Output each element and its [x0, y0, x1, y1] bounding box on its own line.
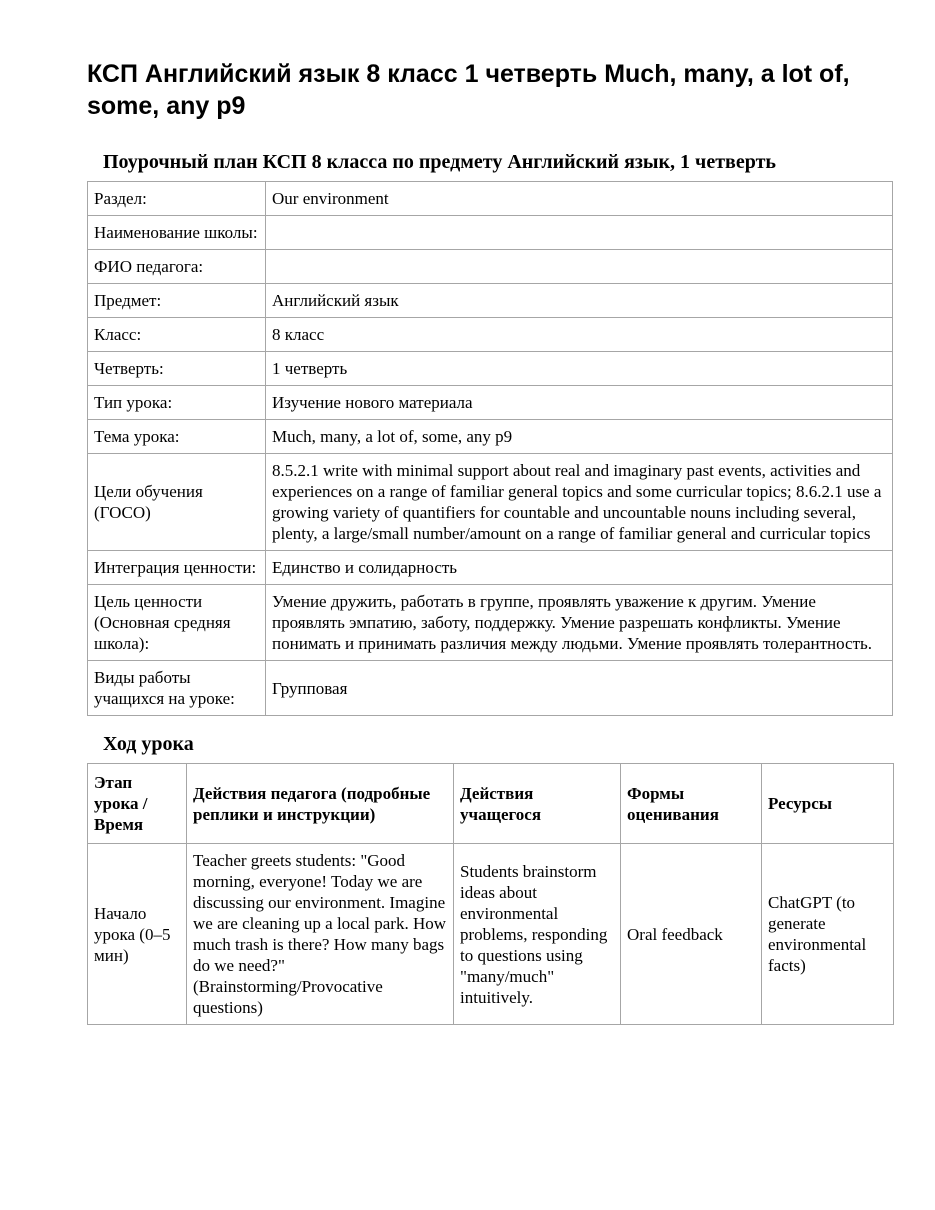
info-row-topic	[88, 420, 893, 454]
info-row-objectives	[88, 454, 893, 551]
info-label: Класс:	[88, 318, 266, 352]
info-value: Умение дружить, работать в группе, проявлять уважение к другим. Умение проявлять эмпатию, заботу, поддержку. Умение разрешать конфликты. Умение понимать и принимать различия между людьми. Умение проявлять толерантность.	[266, 585, 893, 661]
info-label: Раздел:	[88, 182, 266, 216]
document-title: КСП Английский язык 8 класс 1 четверть Much, many, a lot of, some, any p9	[87, 60, 850, 120]
info-label: Тип урока:	[88, 386, 266, 420]
lesson-info-table	[87, 181, 893, 716]
table-row	[88, 844, 894, 1025]
info-label: Цели обучения (ГОСО)	[88, 454, 266, 551]
info-label: Интеграция ценности:	[88, 551, 266, 585]
info-row-quarter	[88, 352, 893, 386]
info-row-teacher	[88, 250, 893, 284]
info-value: Английский язык	[266, 284, 893, 318]
info-row-value-goal	[88, 585, 893, 661]
info-label: ФИО педагога:	[88, 250, 266, 284]
info-value: Изучение нового материала	[266, 386, 893, 420]
info-value: Our environment	[266, 182, 893, 216]
stage-cell: Начало урока (0–5 мин)	[88, 844, 187, 1025]
lesson-progress-heading: Ход урока	[103, 733, 194, 755]
info-row-work-types	[88, 661, 893, 716]
info-value: 8 класс	[266, 318, 893, 352]
info-label: Цель ценности (Основная средняя школа):	[88, 585, 266, 661]
column-header-student-actions: Действия учащегося	[454, 764, 621, 844]
teacher-actions-cell: Teacher greets students: "Good morning, everyone! Today we are discussing our environment. Imagine we are cleaning up a local park. How much trash is there? How many bags do we need?" (Brainstorming/Provocative questions)	[187, 844, 454, 1025]
info-row-lesson-type	[88, 386, 893, 420]
column-header-stage: Этап урока / Время	[88, 764, 187, 844]
info-label: Четверть:	[88, 352, 266, 386]
info-label: Виды работы учащихся на уроке:	[88, 661, 266, 716]
info-row-school	[88, 216, 893, 250]
info-value: Much, many, a lot of, some, any p9	[266, 420, 893, 454]
plan-heading: Поурочный план КСП 8 класса по предмету Английский язык, 1 четверть	[103, 151, 776, 173]
lesson-progress-table	[87, 763, 894, 1025]
info-value	[266, 216, 893, 250]
info-row-values	[88, 551, 893, 585]
info-row-subject	[88, 284, 893, 318]
document-page	[87, 58, 893, 1025]
info-value	[266, 250, 893, 284]
info-row-grade	[88, 318, 893, 352]
info-value: Групповая	[266, 661, 893, 716]
lesson-header-row	[88, 764, 894, 844]
column-header-resources: Ресурсы	[762, 764, 894, 844]
student-actions-cell: Students brainstorm ideas about environmental problems, responding to questions using "many/much" intuitively.	[454, 844, 621, 1025]
column-header-assessment: Формы оценивания	[621, 764, 762, 844]
info-label: Наименование школы:	[88, 216, 266, 250]
info-label: Тема урока:	[88, 420, 266, 454]
info-row-section	[88, 182, 893, 216]
resources-cell: ChatGPT (to generate environmental facts)	[762, 844, 894, 1025]
assessment-cell: Oral feedback	[621, 844, 762, 1025]
info-value: 8.5.2.1 write with minimal support about real and imaginary past events, activities and experiences on a range of familiar general topics and some curricular topics; 8.6.2.1 use a growing variety of quantifiers for countable and uncountable nouns including several, plenty, a large/small number/amount on a range of familiar general and curricular topics	[266, 454, 893, 551]
info-value: Единство и солидарность	[266, 551, 893, 585]
info-label: Предмет:	[88, 284, 266, 318]
column-header-teacher-actions: Действия педагога (подробные реплики и инструкции)	[187, 764, 454, 844]
info-value: 1 четверть	[266, 352, 893, 386]
